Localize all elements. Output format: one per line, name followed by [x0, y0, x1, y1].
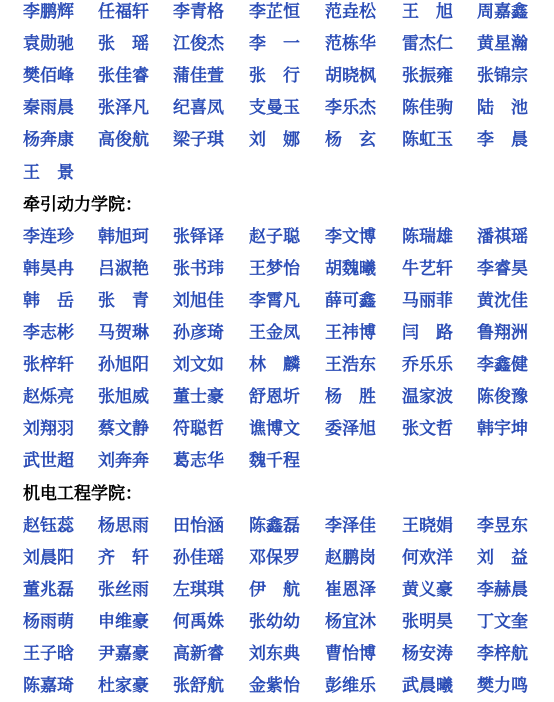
student-name: 李鑫健 [477, 355, 528, 376]
student-name: 樊佰峰 [23, 66, 74, 87]
student-name: 梁子琪 [173, 130, 224, 151]
student-name: 纪喜凤 [173, 98, 224, 119]
student-name: 陈鑫磊 [249, 515, 300, 536]
student-name: 张幼幼 [249, 611, 300, 632]
student-name: 王浩东 [325, 355, 376, 376]
student-name: 刘 娜 [249, 130, 300, 151]
student-name: 李芷恒 [249, 2, 300, 22]
student-name: 张铎译 [173, 226, 224, 247]
student-name: 蔡文静 [98, 419, 149, 440]
student-name: 蒲佳萱 [173, 66, 224, 87]
student-name: 王祎博 [325, 323, 376, 343]
student-name: 张文哲 [402, 419, 453, 440]
student-name: 陈瑞雄 [402, 226, 453, 247]
student-name: 崔恩泽 [325, 579, 376, 600]
student-name: 李霄凡 [249, 290, 300, 311]
student-name: 张旭威 [98, 387, 149, 408]
student-name: 李文博 [325, 226, 376, 247]
student-name: 李睿昊 [477, 258, 528, 279]
student-name: 谯博文 [249, 419, 300, 440]
student-name: 刘晨阳 [23, 547, 74, 568]
student-name: 李梓航 [477, 644, 528, 664]
name-row [0, 638, 554, 670]
student-name: 黄义豪 [402, 579, 453, 600]
name-row [0, 413, 554, 445]
student-name: 杨 玄 [325, 130, 376, 151]
student-name: 雷杰仁 [402, 34, 453, 55]
student-name: 刘奔奔 [98, 451, 149, 472]
student-name: 刘旭佳 [173, 290, 224, 311]
student-name: 李 晨 [477, 130, 528, 151]
student-name: 赵子聪 [249, 226, 300, 247]
name-row [0, 349, 554, 381]
name-row [0, 124, 554, 156]
student-name: 符聪哲 [173, 419, 224, 440]
student-name: 李青格 [173, 2, 224, 22]
student-name: 孙彦琦 [173, 323, 224, 343]
student-name: 金紫怡 [249, 676, 300, 697]
student-name: 秦雨晨 [23, 98, 74, 119]
student-name: 刘翔羽 [23, 419, 74, 440]
student-name: 闫 路 [402, 323, 453, 343]
student-name: 王子晗 [23, 644, 74, 664]
student-name: 董士豪 [173, 387, 224, 408]
student-name: 陈嘉琦 [23, 676, 74, 697]
student-name: 李鹏辉 [23, 2, 74, 22]
student-name: 高新睿 [173, 644, 224, 664]
student-name: 范垚松 [325, 2, 376, 22]
student-name: 杨雨萌 [23, 611, 74, 632]
name-row [0, 574, 554, 606]
student-name: 委泽旭 [325, 419, 376, 440]
student-name: 王晓娟 [402, 515, 453, 536]
student-name: 赵烁亮 [23, 387, 74, 408]
name-row [0, 221, 554, 253]
name-row [0, 92, 554, 124]
student-name: 杨安涛 [402, 644, 453, 664]
student-name: 吕淑艳 [98, 258, 149, 279]
student-name: 陈佳驹 [402, 98, 453, 119]
name-row [0, 510, 554, 542]
student-name: 张丝雨 [98, 579, 149, 600]
student-name: 杨奔康 [23, 130, 74, 151]
student-name: 支曼玉 [249, 98, 300, 119]
student-name: 李乐杰 [325, 98, 376, 119]
student-name: 袁勋驰 [23, 34, 74, 55]
student-name: 武世超 [23, 451, 74, 472]
student-name: 舒恩圻 [249, 387, 300, 408]
student-name: 邓保罗 [249, 547, 300, 568]
name-row [0, 253, 554, 285]
student-name: 张振雍 [402, 66, 453, 87]
student-name: 李连珍 [23, 226, 74, 247]
student-name: 王 景 [23, 162, 74, 183]
student-name: 张 瑶 [98, 34, 149, 55]
student-name: 齐 轩 [98, 547, 149, 568]
student-name: 赵鹏岗 [325, 547, 376, 568]
student-name: 任福轩 [98, 2, 149, 22]
student-name: 潘祺瑶 [477, 226, 528, 247]
student-name: 张佳睿 [98, 66, 149, 87]
student-name: 刘 益 [477, 547, 528, 568]
student-name: 李志彬 [23, 323, 74, 343]
student-name: 杜家豪 [98, 676, 149, 697]
student-name: 陈俊豫 [477, 387, 528, 408]
student-name: 范栋华 [325, 34, 376, 55]
student-name: 王金凤 [249, 323, 300, 343]
student-name: 刘文如 [173, 355, 224, 376]
student-name: 丁文奎 [477, 611, 528, 632]
student-name: 樊力鸣 [477, 676, 528, 697]
student-name: 张 行 [249, 66, 300, 87]
student-name: 韩宇坤 [477, 419, 528, 440]
student-name: 乔乐乐 [402, 355, 453, 376]
college-heading: 牵引动力学院： [23, 194, 142, 215]
student-name: 葛志华 [173, 451, 224, 472]
student-name: 李赫晨 [477, 579, 528, 600]
student-name: 张梓轩 [23, 355, 74, 376]
student-name: 张书玮 [173, 258, 224, 279]
student-name: 江俊杰 [173, 34, 224, 55]
student-name: 何欢洋 [402, 547, 453, 568]
name-row [0, 285, 554, 317]
student-name: 韩昊冉 [23, 258, 74, 279]
student-name: 韩 岳 [23, 290, 74, 311]
student-name: 何禹姝 [173, 611, 224, 632]
student-name: 彭维乐 [325, 676, 376, 697]
student-name: 薛可鑫 [325, 290, 376, 311]
student-name: 张明昊 [402, 611, 453, 632]
name-row [0, 670, 554, 702]
student-name: 董兆磊 [23, 579, 74, 600]
student-name: 伊 航 [249, 579, 300, 600]
student-name: 陆 池 [477, 98, 528, 119]
student-name: 张泽凡 [98, 98, 149, 119]
student-name: 黄星瀚 [477, 34, 528, 55]
name-row [0, 381, 554, 413]
student-name: 田怡涵 [173, 515, 224, 536]
student-name: 韩旭珂 [98, 226, 149, 247]
student-name: 马丽菲 [402, 290, 453, 311]
student-name: 张舒航 [173, 676, 224, 697]
student-name: 杨宜沐 [325, 611, 376, 632]
student-name: 左琪琪 [173, 579, 224, 600]
college-heading: 机电工程学院： [23, 483, 142, 504]
student-name: 孙旭阳 [98, 355, 149, 376]
student-name: 魏千程 [249, 451, 300, 472]
student-name: 鲁翔洲 [477, 323, 528, 343]
student-name: 孙佳瑶 [173, 547, 224, 568]
student-name: 温家波 [402, 387, 453, 408]
student-name: 胡魏曦 [325, 258, 376, 279]
student-name: 武晨曦 [402, 676, 453, 697]
name-row [0, 317, 554, 349]
student-name: 刘东典 [249, 644, 300, 664]
student-name: 杨 胜 [325, 387, 376, 408]
student-name: 牛艺轩 [402, 258, 453, 279]
student-name: 张锦宗 [477, 66, 528, 87]
student-name: 尹嘉豪 [98, 644, 149, 664]
student-name: 李昱东 [477, 515, 528, 536]
student-name: 周嘉鑫 [477, 2, 528, 22]
student-name: 林 麟 [249, 355, 300, 376]
name-row [0, 157, 554, 189]
student-name: 李泽佳 [325, 515, 376, 536]
name-row [0, 0, 554, 28]
name-row [0, 60, 554, 92]
name-row [0, 445, 554, 477]
student-name: 王 旭 [402, 2, 453, 22]
student-name: 赵钰蕊 [23, 515, 74, 536]
student-name: 申维豪 [98, 611, 149, 632]
student-name: 胡晓枫 [325, 66, 376, 87]
student-name: 黄沈佳 [477, 290, 528, 311]
student-name: 王梦怡 [249, 258, 300, 279]
student-name: 杨思雨 [98, 515, 149, 536]
student-name: 马贺琳 [98, 323, 149, 343]
name-row [0, 542, 554, 574]
student-name: 陈虹玉 [402, 130, 453, 151]
student-name: 曹怡博 [325, 644, 376, 664]
student-name: 高俊航 [98, 130, 149, 151]
student-name: 张 青 [98, 290, 149, 311]
student-name: 李 一 [249, 34, 300, 55]
name-row [0, 606, 554, 638]
name-row [0, 28, 554, 60]
